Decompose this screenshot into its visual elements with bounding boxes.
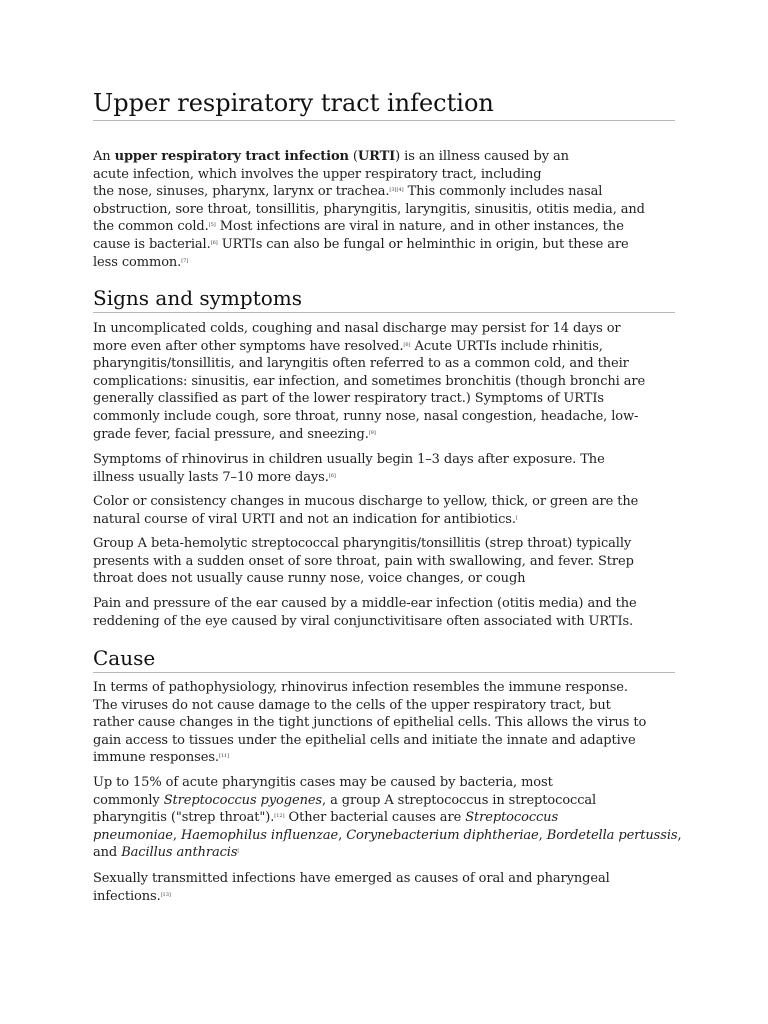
citation-ref[interactable]: [11] bbox=[218, 753, 230, 760]
italic-species-name: pneumoniae bbox=[93, 827, 173, 843]
cause-para-3-wrap bbox=[93, 870, 675, 905]
signs-para-5-wrap bbox=[93, 595, 675, 630]
text-run: This commonly includes nasal bbox=[403, 184, 603, 200]
bold-term: upper respiratory tract infection bbox=[114, 149, 349, 164]
text-line: commonly include cough, sore throat, runny nose, nasal congestion, headache, low- bbox=[93, 408, 639, 424]
text-line: Symptoms of rhinovirus in children usually begin 1–3 days after exposure. The bbox=[93, 452, 605, 467]
text-run: the nose, sinuses, pharynx, larynx or trachea. bbox=[93, 184, 390, 200]
text-run: An bbox=[93, 149, 115, 164]
signs-paragraph-5 bbox=[93, 595, 675, 630]
citation-ref[interactable]: [6] bbox=[210, 239, 218, 246]
text-run: Other bacterial causes are bbox=[284, 810, 466, 826]
signs-para-2-wrap bbox=[93, 451, 675, 486]
signs-paragraph-4 bbox=[93, 535, 675, 588]
italic-species-name: Haemophilus influenzae bbox=[180, 827, 339, 843]
text-line: In terms of pathophysiology, rhinovirus infection resembles the immune response. bbox=[93, 680, 628, 695]
citation-ref[interactable]: [ bbox=[237, 848, 240, 855]
text-line: reddening of the eye caused by viral conjunctivitisare often associated with URTIs. bbox=[93, 613, 634, 629]
text-run: illness usually lasts 7–10 more days. bbox=[93, 469, 329, 485]
bold-abbreviation: URTI bbox=[357, 149, 396, 164]
signs-para-4-wrap bbox=[93, 535, 675, 588]
intro-paragraph bbox=[93, 148, 675, 271]
text-line: Group A beta-hemolytic streptococcal pharyngitis/tonsillitis (strep throat) typically bbox=[93, 536, 632, 551]
text-run: infections. bbox=[93, 888, 161, 904]
citation-ref[interactable]: [5] bbox=[208, 222, 216, 229]
text-line: Color or consistency changes in mucous discharge to yellow, thick, or green are the bbox=[93, 494, 639, 509]
text-run: Acute URTIs include rhinitis, bbox=[410, 338, 603, 354]
text-line: gain access to tissues under the epithelial cells and initiate the innate and adaptive bbox=[93, 732, 636, 748]
cause-heading-wrap bbox=[93, 645, 675, 673]
text-line: In uncomplicated colds, coughing and nasal discharge may persist for 14 days or bbox=[93, 321, 621, 336]
text-line: Up to 15% of acute pharyngitis cases may be caused by bacteria, most bbox=[93, 775, 553, 790]
citation-ref[interactable]: [ bbox=[515, 514, 518, 521]
text-run: more even after other symptoms have resolved. bbox=[93, 338, 404, 354]
text-run: commonly bbox=[93, 792, 164, 808]
text-run: , bbox=[677, 827, 682, 843]
citation-ref[interactable]: [13] bbox=[160, 891, 171, 898]
text-run: immune responses. bbox=[93, 750, 219, 766]
text-line: Pain and pressure of the ear caused by a middle-ear infection (otitis media) and the bbox=[93, 596, 637, 611]
text-line: throat does not usually cause runny nose, voice changes, or cough bbox=[93, 571, 526, 587]
text-run: , bbox=[172, 827, 181, 843]
cause-para-2-wrap bbox=[93, 774, 682, 862]
text-run: ( bbox=[348, 149, 358, 164]
text-run: grade fever, facial pressure, and sneezing. bbox=[93, 426, 369, 442]
section-heading-cause: Cause bbox=[93, 645, 675, 673]
signs-heading-wrap bbox=[93, 285, 675, 313]
text-line: Sexually transmitted infections have emerged as causes of oral and pharyngeal bbox=[93, 871, 610, 886]
text-run: Most infections are viral in nature, and in other instances, the bbox=[215, 219, 624, 235]
text-run: , bbox=[338, 827, 347, 843]
cause-paragraph-2 bbox=[93, 774, 682, 862]
signs-paragraph-3 bbox=[93, 493, 675, 528]
italic-species-name: Bacillus anthracis bbox=[121, 845, 238, 861]
text-run: cause is bacterial. bbox=[93, 236, 211, 252]
citation-ref[interactable]: [3][4] bbox=[389, 187, 404, 194]
text-run: the common cold. bbox=[93, 219, 209, 235]
cause-para-1-wrap bbox=[93, 679, 675, 767]
text-line: obstruction, sore throat, tonsillitis, pharyngitis, laryngitis, sinusitis, otitis media, and bbox=[93, 201, 645, 217]
text-line: complications: sinusitis, ear infection, and sometimes bronchitis (though bronchi are bbox=[93, 373, 646, 389]
text-line: rather cause changes in the tight junctions of epithelial cells. This allows the virus to bbox=[93, 715, 647, 731]
signs-para-3-wrap bbox=[93, 493, 675, 528]
citation-ref[interactable]: [12] bbox=[274, 813, 285, 820]
citation-ref[interactable]: [6] bbox=[328, 472, 336, 479]
text-run: less common. bbox=[93, 254, 182, 270]
intro-section bbox=[93, 148, 675, 271]
text-run: and bbox=[93, 845, 122, 861]
text-line: The viruses do not cause damage to the cells of the upper respiratory tract, but bbox=[93, 697, 611, 713]
citation-ref[interactable]: [7] bbox=[181, 257, 189, 264]
italic-species-name: Streptococcus pyogenes bbox=[163, 792, 323, 808]
signs-section bbox=[93, 320, 675, 443]
text-run: , bbox=[538, 827, 547, 843]
text-run: URTIs can also be fungal or helminthic in origin, but these are bbox=[217, 236, 629, 252]
text-run: ) is an illness caused by an bbox=[395, 149, 569, 164]
signs-paragraph-2 bbox=[93, 451, 675, 486]
text-run: , a group A streptococcus in streptococcal bbox=[322, 792, 597, 808]
signs-paragraph-1 bbox=[93, 320, 675, 443]
italic-species-name: Corynebacterium diphtheriae bbox=[346, 827, 539, 843]
page-title: Upper respiratory tract infection bbox=[93, 88, 675, 121]
text-run: pharyngitis ("strep throat"). bbox=[93, 810, 275, 826]
section-heading-signs: Signs and symptoms bbox=[93, 285, 675, 313]
cause-paragraph-3 bbox=[93, 870, 675, 905]
italic-species-name: Bordetella pertussis bbox=[546, 827, 678, 843]
text-line: acute infection, which involves the upper respiratory tract, including bbox=[93, 166, 542, 182]
text-line: generally classified as part of the lower respiratory tract.) Symptoms of URTIs bbox=[93, 391, 604, 407]
citation-ref[interactable]: [9] bbox=[368, 429, 376, 436]
italic-species-name: Streptococcus bbox=[465, 810, 559, 826]
citation-ref[interactable]: [6] bbox=[403, 341, 411, 348]
text-line: presents with a sudden onset of sore throat, pain with swallowing, and fever. Strep bbox=[93, 553, 634, 569]
cause-paragraph-1 bbox=[93, 679, 675, 767]
text-line: pharyngitis/tonsillitis, and laryngitis often referred to as a common cold, and their bbox=[93, 356, 629, 372]
text-run: natural course of viral URTI and not an indication for antibiotics. bbox=[93, 511, 516, 527]
